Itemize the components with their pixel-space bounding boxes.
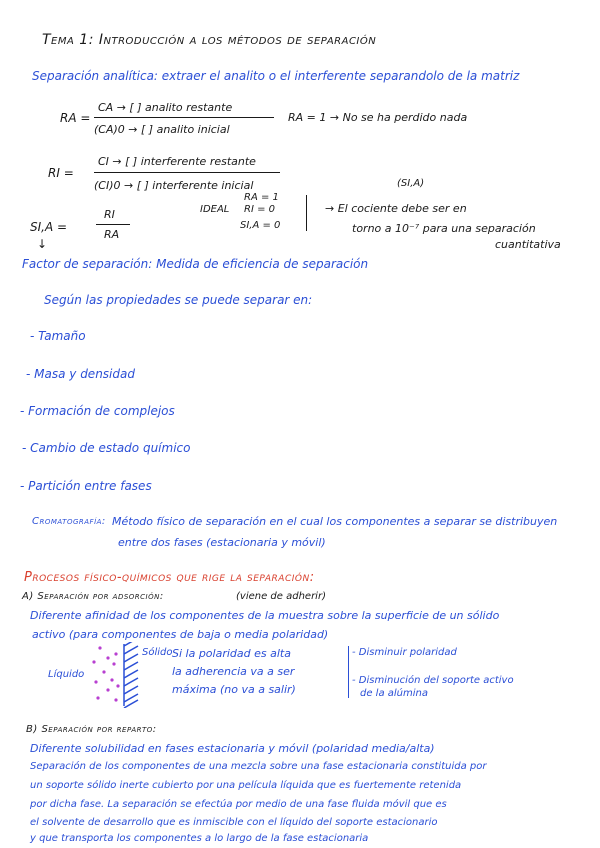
reparto-line1: Diferente solubilidad en fases estacionaria y móvil (polaridad media/alta)	[30, 742, 435, 755]
ra-denominator: (CA)0 → [ ] analito inicial	[94, 123, 230, 136]
list-item: - Masa y densidad	[26, 367, 135, 381]
analitica-heading: Separación analítica: extraer el analito o el interferente separandolo de la matriz	[32, 69, 520, 83]
list-item: - Cambio de estado químico	[22, 441, 191, 455]
ideal-ri: RI = 0	[244, 204, 275, 215]
reparto-line3: un soporte sólido inerte cubierto por una película líquida que es fuertemente retenida	[30, 780, 462, 791]
sia-label: SI,A =	[30, 220, 68, 234]
bullet-alumina: de la alúmina	[360, 688, 428, 699]
ri-fraction-bar	[94, 172, 280, 173]
coef-line3: cuantitativa	[495, 238, 561, 251]
down-arrow-icon: ↓	[37, 237, 48, 251]
adsorcion-line1: Diferente afinidad de los componentes de la muestra sobre la superficie de un sólido	[30, 609, 500, 622]
polaridad-line3: máxima (no va a salir)	[172, 683, 296, 696]
reparto-line2: Separación de los componentes de una mezcla sobre una fase estacionaria constituida por	[30, 761, 487, 772]
reparto-line4: por dicha fase. La separación se efectúa por medio de una fase fluida móvil que es	[30, 799, 447, 810]
adsorcion-note: (viene de adherir)	[236, 591, 326, 602]
reparto-line5: el solvente de desarrollo que es inmiscible con el líquido del soporte estacionario	[30, 817, 438, 828]
procesos-heading: Procesos físico-químicos que rige la separación:	[24, 570, 315, 585]
list-item: - Formación de complejos	[20, 404, 175, 418]
ideal-ra: RA = 1	[244, 192, 279, 203]
sia-denominator: RA	[104, 228, 120, 241]
polaridad-bracket	[348, 646, 349, 698]
ra-label: RA =	[60, 111, 91, 125]
ra-numerator: CA → [ ] analito restante	[98, 101, 233, 114]
cromatografia-line1: Método físico de separación en el cual los componentes a separar se distribuyen	[112, 515, 558, 528]
ideal-label: IDEAL	[200, 204, 230, 215]
liquido-label: Líquido	[48, 669, 85, 680]
reparto-title: B) Separación por reparto:	[26, 724, 157, 735]
coef-line2: torno a 10⁻⁷ para una separación	[352, 222, 536, 235]
sia-tag: (SI,A)	[397, 178, 425, 189]
coef-line1: → El cociente debe ser en	[325, 202, 467, 215]
bullet-soporte-activo: - Disminución del soporte activo	[352, 675, 514, 686]
ri-denominator: (CI)0 → [ ] interferente inicial	[94, 179, 254, 192]
ra-note: RA = 1 → No se ha perdido nada	[288, 111, 468, 124]
reparto-line6: y que transporta los componentes a lo largo de la fase estacionaria	[30, 833, 369, 844]
adsorption-sketch	[86, 642, 146, 708]
ideal-bracket	[306, 195, 307, 231]
adsorcion-title: A) Separación por adsorción:	[22, 591, 164, 602]
list-item: - Partición entre fases	[20, 479, 152, 493]
cromatografia-line2: entre dos fases (estacionaria y móvil)	[118, 536, 326, 549]
ra-fraction-bar	[94, 117, 274, 118]
adsorcion-line2: activo (para componentes de baja o media polaridad)	[32, 628, 329, 641]
polaridad-line2: la adherencia va a ser	[172, 665, 295, 678]
propiedades-intro: Según las propiedades se puede separar en:	[44, 293, 313, 307]
page-title: Tema 1: Introducción a los métodos de separación	[42, 32, 377, 48]
cromatografia-label: Cromatografía:	[32, 516, 106, 527]
factor-definition: Factor de separación: Medida de eficiencia de separación	[22, 257, 369, 271]
bullet-disminuir-polaridad: - Disminuir polaridad	[352, 647, 457, 658]
polaridad-line1: Si la polaridad es alta	[172, 647, 291, 660]
sia-numerator: RI	[104, 208, 115, 221]
ideal-sia: SI,A = 0	[240, 220, 281, 231]
sia-fraction-bar	[96, 224, 130, 225]
ri-numerator: CI → [ ] interferente restante	[98, 155, 256, 168]
list-item: - Tamaño	[30, 329, 86, 343]
ri-label: RI =	[48, 166, 74, 180]
solido-label: Sólido	[142, 647, 173, 658]
